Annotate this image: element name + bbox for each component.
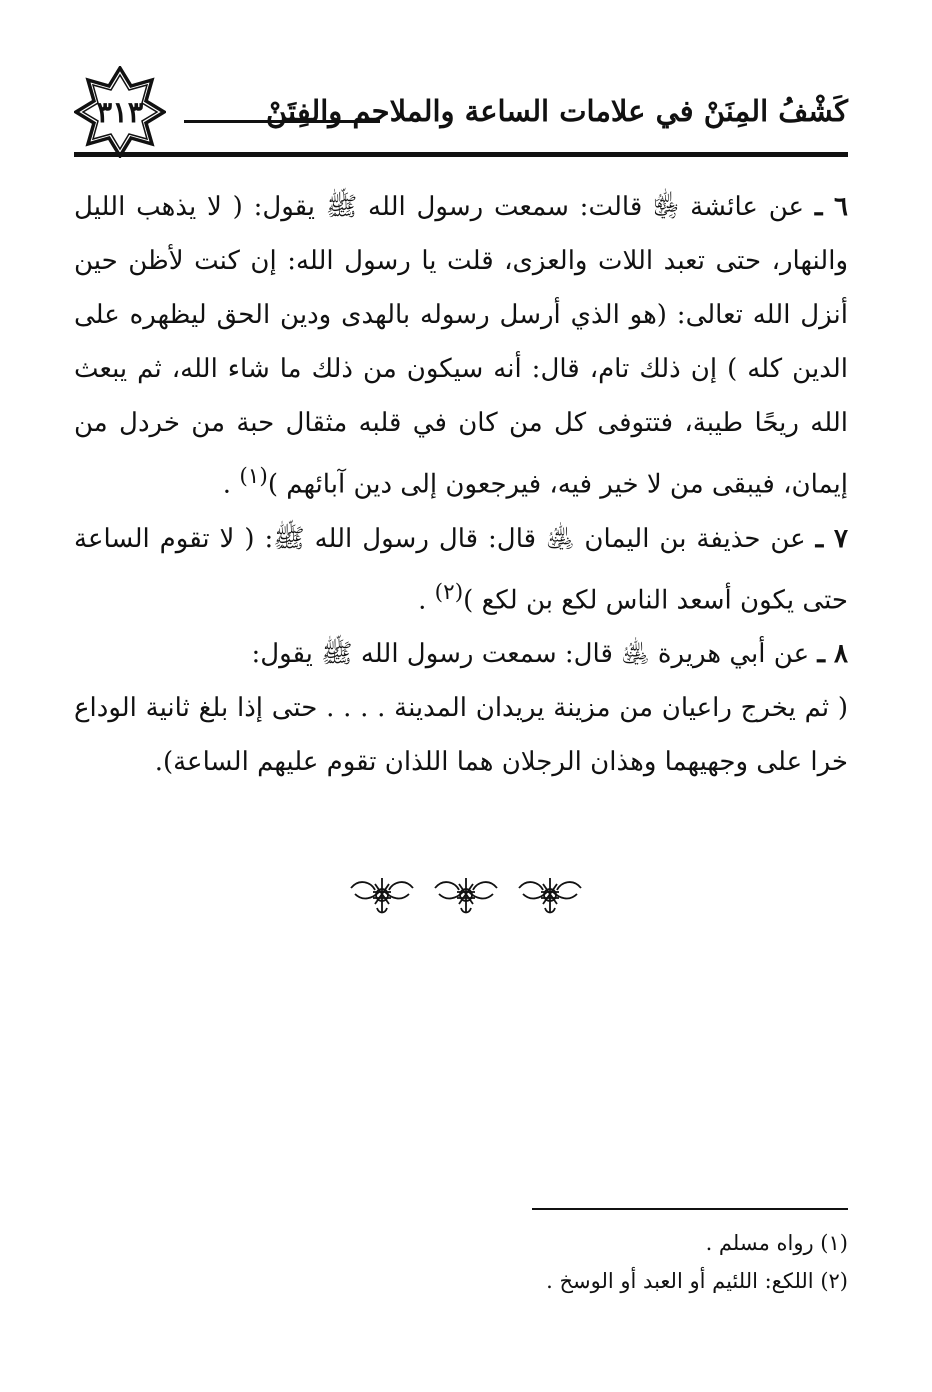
paragraph-end: . [222,469,240,500]
hadith-text: عن أبي هريرة ﵁ قال: سمعت رسول الله ﷺ يقول: [251,639,810,670]
hadith-paragraph-6 [74,180,848,512]
hadith-paragraph-7 [74,512,848,628]
footnote-1: (١) رواه مسلم . [705,1231,848,1255]
footnotes [348,1224,848,1300]
hadith-number: ٨ ـ [817,639,848,670]
floral-knot-ornament-icon [433,872,499,916]
hadith-text: عن عائشة ﵂ قالت: سمعت رسول الله ﷺ يقول: ( لا يذهب الليل والنهار، حتى تعبد اللات والعزى، قلت يا رسول الله: إن كنت لأظن حين أنزل الله تعالى: (هو الذي أرسل رسوله بالهدى ودين الحق ليظهره على الدين كله ) إن ذلك تام، قال: أنه سيكون من ذلك ما شاء الله، ثم يبعث الله ريحًا طيبة، فتتوفى كل من كان في قلبه مثقال حبة من خردل من إيمان، فيبقى من لا خير فيه، فيرجعون إلى دين آبائهم ) [74,192,848,500]
header-dash-line [184,120,380,123]
page-number: ٣١٣ [96,95,144,129]
header-rule [74,152,848,157]
main-text [74,180,848,789]
floral-knot-ornament-icon [349,872,415,916]
paragraph-end: . [418,585,435,616]
footnote-ref[interactable]: (٢) [434,579,464,605]
page-header [74,72,848,158]
footnote-separator [532,1208,848,1210]
footnote-2: (٢) اللكع: اللئيم أو العبد أو الوسخ . [546,1269,848,1293]
footnote-ref[interactable]: (١) [239,464,268,489]
running-title: كَشْفُ المِنَنْ في علامات الساعة والملاحم والفِتَنْ [265,94,848,128]
page-number-badge [74,66,166,158]
hadith-quote: ( ثم يخرج راعيان من مزينة يريدان المدينة . . . . حتى إذا بلغ ثانية الوداع خرا على وجهيهما وهذان الرجلان هما اللذان تقوم عليهم الساعة). [74,693,848,778]
hadith-text: عن حذيفة بن اليمان ﵁ قال: قال رسول الله ﷺ: ( لا تقوم الساعة حتى يكون أسعد الناس لكع بن لكع ) [74,523,848,616]
hadith-number: ٦ ـ [814,192,848,222]
hadith-paragraph-8 [74,627,848,681]
section-ornament [0,872,932,922]
floral-knot-ornament-icon [517,872,583,916]
hadith-number: ٧ ـ [815,523,849,554]
